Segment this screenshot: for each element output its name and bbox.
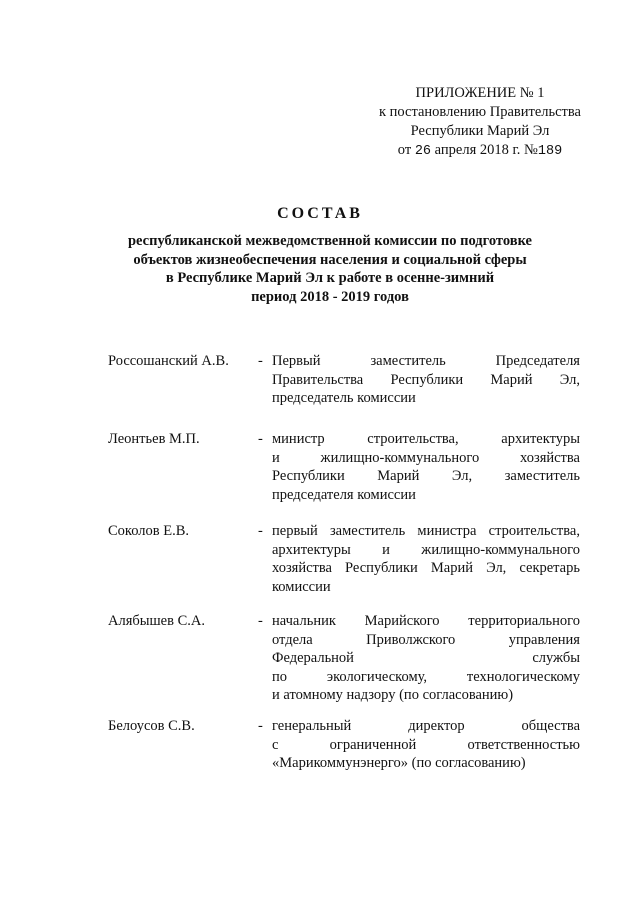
position-word: Республики: [345, 560, 418, 576]
member-name: Алябышев С.А.: [108, 613, 205, 629]
position-line: [272, 541, 580, 560]
position-word: Эл,: [451, 468, 473, 484]
subtitle-line: в Республике Марий Эл к работе в осенне-зимний: [165, 270, 495, 286]
document-title: СОСТАВ: [277, 205, 363, 222]
position-word: Эл,: [559, 371, 580, 388]
position-word: Марий: [430, 560, 473, 576]
position-word: заместитель: [504, 468, 580, 484]
member-position: [272, 522, 580, 596]
position-line: [272, 449, 580, 468]
position-word: Председателя: [495, 353, 580, 369]
member-dash: -: [258, 523, 263, 539]
position-word: отдела: [272, 631, 313, 648]
position-line: [272, 717, 580, 736]
position-line: «Марикоммунэнерго» (по согласованию): [272, 755, 526, 771]
position-word: министр: [272, 431, 325, 447]
position-word: Первый: [272, 353, 321, 369]
position-word: архитектуры: [272, 541, 351, 558]
position-word: Марийского: [364, 613, 440, 629]
position-word: Федеральной: [272, 650, 354, 666]
position-word: министра: [417, 523, 477, 539]
position-word: генеральный: [272, 718, 352, 734]
position-word: Республики: [390, 371, 464, 388]
member-name: Россошанский А.В.: [108, 353, 229, 369]
position-word: строительства,: [488, 523, 580, 539]
member-name: Соколов Е.В.: [108, 523, 190, 539]
position-line: и атомному надзору (по согласованию): [272, 687, 514, 703]
position-word: заместитель: [370, 353, 446, 369]
position-word: Приволжского: [366, 631, 456, 648]
subtitle-line: период 2018 - 2019 годов: [251, 288, 409, 305]
member-name: Белоусов С.В.: [108, 718, 195, 734]
position-line: [272, 668, 580, 687]
subtitle-line: объектов жизнеобеспечения населения и социальной сферы: [133, 251, 527, 268]
member-dash: -: [258, 353, 263, 369]
member-position: [272, 352, 580, 408]
position-word: хозяйства: [272, 560, 332, 576]
appendix-title: ПРИЛОЖЕНИЕ № 1: [415, 85, 545, 101]
position-word: и: [382, 541, 390, 558]
position-word: первый: [272, 523, 318, 539]
position-line: председателя комиссии: [272, 486, 416, 503]
position-word: директор: [408, 718, 465, 734]
position-word: архитектуры: [501, 431, 580, 447]
position-word: и: [272, 449, 280, 466]
position-word: общества: [521, 718, 580, 734]
position-line: [272, 612, 580, 631]
position-word: начальник: [272, 613, 336, 629]
position-line: [272, 559, 580, 578]
appendix-date-line: [360, 141, 600, 161]
position-line: [272, 522, 580, 541]
position-word: технологическому: [466, 668, 580, 685]
position-word: ответственностью: [467, 736, 580, 753]
member-dash: -: [258, 718, 263, 734]
position-line: [272, 371, 580, 390]
position-word: Марий: [377, 468, 420, 484]
position-word: ограниченной: [329, 736, 417, 753]
position-line: комиссии: [272, 578, 331, 595]
position-word: хозяйства: [520, 449, 580, 466]
position-line: [272, 352, 580, 371]
document-subtitle: [120, 232, 540, 306]
position-word: Республики: [272, 468, 345, 484]
position-word: строительства,: [367, 431, 459, 447]
appendix-republic: Республики Марий Эл: [410, 123, 550, 139]
member-dash: -: [258, 613, 263, 629]
member-name: Леонтьев М.П.: [108, 431, 200, 447]
date-rest: апреля 2018 г. №: [434, 142, 538, 158]
position-word: территориального: [468, 613, 580, 629]
member-position: [272, 717, 580, 773]
position-word: Правительства: [272, 371, 364, 388]
position-line: [272, 736, 580, 755]
position-word: жилищно-коммунального: [421, 541, 580, 558]
position-line: [272, 467, 580, 486]
position-word: экологическому,: [326, 668, 428, 685]
position-word: жилищно-коммунального: [320, 449, 480, 466]
position-line: председатель комиссии: [272, 390, 416, 406]
member-dash: -: [258, 431, 263, 447]
member-position: [272, 430, 580, 504]
subtitle-line: республиканской межведомственной комиссии по подготовке: [127, 233, 532, 249]
appendix-header: [360, 84, 600, 161]
position-line: [272, 430, 580, 449]
appendix-reference: к постановлению Правительства: [379, 104, 581, 120]
position-word: с: [272, 736, 279, 753]
position-word: Эл,: [486, 560, 507, 576]
position-word: по: [272, 668, 288, 685]
position-word: заместитель: [329, 523, 406, 539]
position-word: Марий: [490, 371, 533, 388]
position-word: управления: [508, 631, 580, 648]
position-line: [272, 649, 580, 668]
member-position: [272, 612, 580, 705]
date-prefix: от: [397, 142, 412, 158]
position-word: службы: [532, 650, 580, 666]
position-word: секретарь: [519, 560, 580, 576]
resolution-number: 189: [537, 144, 563, 159]
position-line: [272, 631, 580, 650]
date-day: 26: [414, 144, 432, 159]
